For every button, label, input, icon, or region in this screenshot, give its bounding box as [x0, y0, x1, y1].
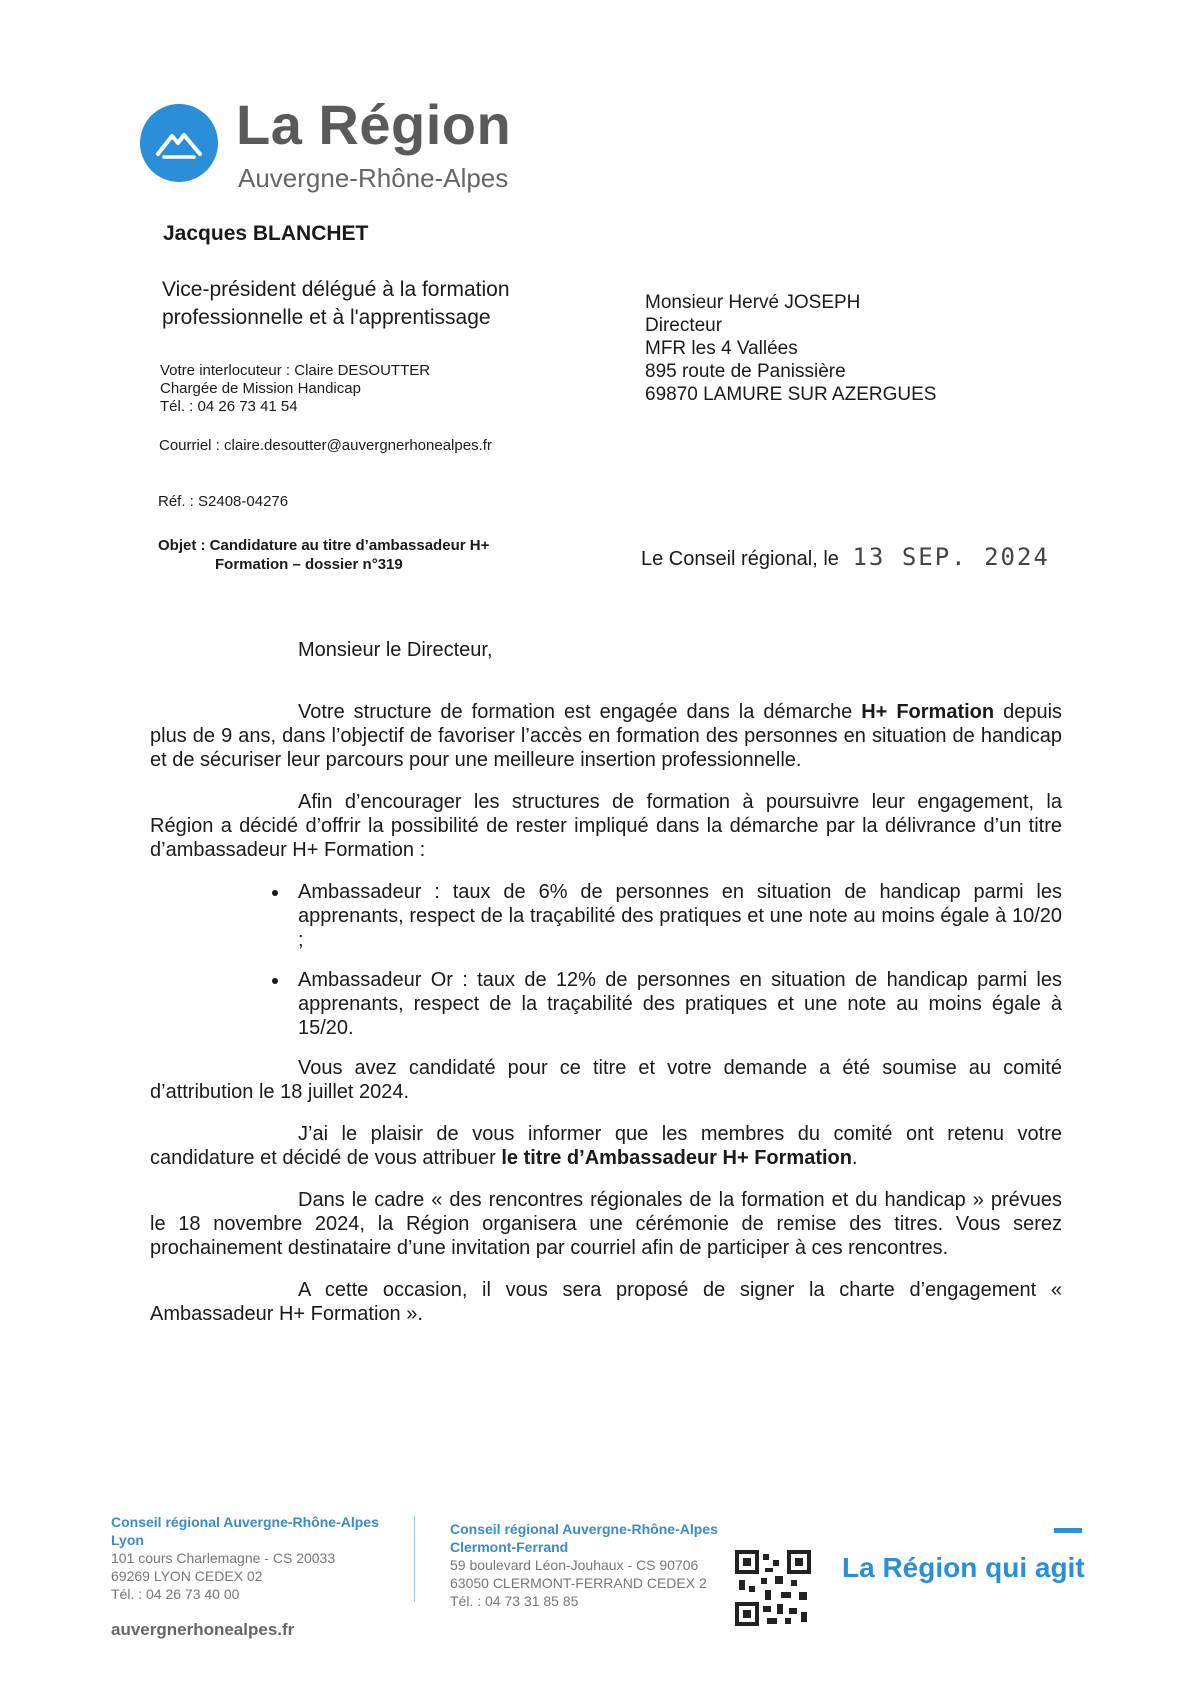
footer-tel: Tél. : 04 26 73 40 00 [111, 1586, 240, 1602]
body-paragraph: Vous avez candidaté pour ce titre et votre demande a été soumise au comité d’attribution le 18 juillet 2024. [150, 1057, 1062, 1103]
subject [158, 536, 489, 574]
mountain-icon [140, 104, 218, 182]
body-text-span: J’ai le plaisir de vous informer que les membres du comité ont retenu votre candidature et décidé de vous attribuer [150, 1123, 1062, 1169]
recipient-city: 69870 LAMURE SUR AZERGUES [645, 384, 937, 405]
footer-clermont [450, 1520, 718, 1610]
body-text-span: Votre structure de formation est engagée dans la démarche [298, 701, 862, 723]
subject-line: Objet : Candidature au titre d’ambassadeur H+ [158, 537, 490, 554]
contact-fonction: Chargée de Mission Handicap [160, 380, 361, 397]
body-paragraph: A cette occasion, il vous sera proposé de signer la charte d’engagement « Ambassadeur H+ Formation ». [150, 1279, 1062, 1325]
footer-divider [414, 1516, 415, 1602]
body-paragraph: Dans le cadre « des rencontres régionales de la formation et du handicap » prévues le 18 novembre 2024, la Région organisera une cérémonie de remise des titres. Vous serez prochainement destinataire d’une invitation par courriel afin de participer à ces rencontres. [150, 1189, 1062, 1259]
body-bold-span: H+ Formation [861, 701, 995, 723]
recipient-title: Directeur [645, 315, 723, 336]
subject-line: Formation – dossier n°319 [215, 556, 403, 573]
recipient-organization: MFR les 4 Vallées [645, 338, 798, 359]
signatory-role-line: professionnelle et à l'apprentissage [162, 306, 491, 329]
contact-email: Courriel : claire.desoutter@auvergnerhonealpes.fr [159, 437, 492, 454]
footer-heading: Conseil régional Auvergne-Rhône-Alpes [450, 1521, 718, 1537]
body-paragraph [150, 1122, 1062, 1170]
contact-block [160, 362, 430, 416]
recipient-street: 895 route de Panissière [645, 361, 846, 382]
contact-tel: Tél. : 04 26 73 41 54 [160, 398, 298, 415]
contact-interlocuteur: Votre interlocuteur : Claire DESOUTTER [160, 362, 431, 379]
website-link[interactable]: auvergnerhonealpes.fr [111, 1620, 295, 1639]
footer-city: 63050 CLERMONT-FERRAND CEDEX 2 [450, 1575, 707, 1591]
footer-address: 59 boulevard Léon-Jouhaux - CS 90706 [450, 1557, 699, 1573]
footer-heading: Conseil régional Auvergne-Rhône-Alpes [111, 1514, 379, 1530]
reference: Réf. : S2408-04276 [158, 493, 289, 510]
recipient-name: Monsieur Hervé JOSEPH [645, 292, 861, 313]
footer-lyon [111, 1513, 379, 1603]
recipient-address [645, 291, 936, 406]
logo-title: La Région [236, 93, 512, 156]
footer-tel: Tél. : 04 73 31 85 85 [450, 1593, 579, 1609]
list-item: • Ambassadeur Or : taux de 12% de personnes en situation de handicap parmi les apprenants, respect de la traçabilité des pratiques et une note au moins égale à 15/20. [290, 968, 1062, 1040]
slogan-accent [1054, 1528, 1082, 1533]
footer-heading: Clermont-Ferrand [450, 1539, 569, 1555]
signatory-role-line: Vice-président délégué à la formation [162, 278, 510, 301]
letter-body [150, 700, 1062, 1344]
date-stamp: 13 SEP. 2024 [852, 543, 1050, 571]
footer-address: 101 cours Charlemagne - CS 20033 [111, 1550, 336, 1566]
date-prefix: Le Conseil régional, le [641, 548, 839, 570]
signatory-name: Jacques BLANCHET [163, 222, 369, 245]
list-item: • Ambassadeur : taux de 6% de personnes en situation de handicap parmi les apprenants, respect de la traçabilité des pratiques et une note au moins égale à 10/20 ; [290, 880, 1062, 952]
body-text-span: . [851, 1147, 858, 1169]
logo-subtitle: Auvergne-Rhône-Alpes [238, 163, 509, 193]
footer-heading: Lyon [111, 1532, 144, 1548]
signatory-role [162, 276, 582, 332]
date-line [641, 543, 1050, 571]
footer-city: 69269 LYON CEDEX 02 [111, 1568, 263, 1584]
body-paragraph: Afin d’encourager les structures de formation à poursuivre leur engagement, la Région a décidé d’offrir la possibilité de rester impliqué dans la démarche par la délivrance d’un titre d’ambassadeur H+ Formation : [150, 791, 1062, 861]
salutation: Monsieur le Directeur, [298, 639, 493, 661]
qr-code-icon [735, 1550, 811, 1626]
body-bold-span: le titre d’Ambassadeur H+ Formation [501, 1147, 852, 1169]
body-text-span: depuis plus de 9 ans, dans l’objectif de favoriser l’accès en formation des personnes en situation de handicap et de sécuriser leur parcours pour une meilleure insertion professionnelle. [150, 701, 1063, 771]
body-paragraph [150, 700, 1062, 772]
slogan: La Région qui agit [842, 1552, 1085, 1583]
criteria-list [150, 880, 1062, 1040]
